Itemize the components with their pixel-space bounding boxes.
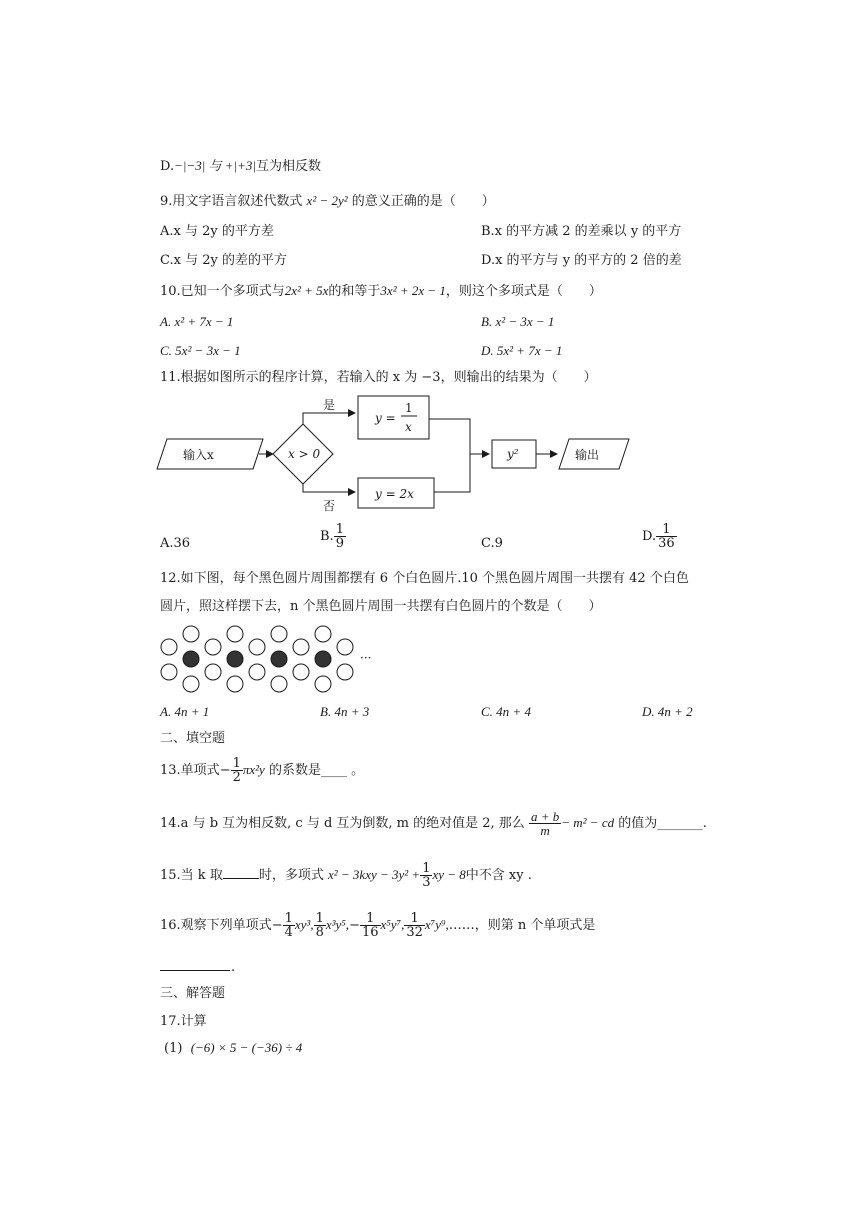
q12-circle-pattern [155, 622, 395, 696]
q14 [160, 810, 707, 837]
q15-answer-blank[interactable] [223, 878, 259, 879]
q10-stem-a: 10.已知一个多项式与 [160, 284, 285, 299]
q13-prefix: 13.单项式 [160, 763, 220, 778]
q11-option-b [320, 523, 346, 550]
white-disc [315, 626, 331, 642]
q14-rest: − m² − cd [561, 815, 615, 830]
q16-t1-sign: − [271, 918, 283, 933]
q15-fraction [420, 862, 432, 889]
white-disc [249, 639, 265, 655]
pattern-ellipsis: ··· [360, 651, 372, 665]
white-disc [293, 664, 309, 680]
white-disc [183, 676, 199, 692]
q12-stem-line1: 12.如下图，每个黑色圆片周围都摆有 6 个白色圆片.10 个黑色圆片周围一共摆有 42 个白色 [160, 571, 689, 586]
flow-output-label: 输出 [575, 448, 600, 462]
white-disc [227, 626, 243, 642]
q16-t2-rest: x³y⁵, [325, 917, 350, 932]
q14-text: 14.a 与 b 互为相反数, c 与 d 互为倒数, m 的绝对值是 2, 那么 [160, 816, 525, 831]
q10-option-d: D. 5x² + 7x − 1 [481, 343, 563, 358]
q14-fraction [529, 810, 561, 837]
q13-sign: − [219, 763, 231, 778]
q8-d-text: 互为相反数 [255, 159, 321, 174]
q16-t3-sign: − [349, 918, 360, 933]
q15-prefix: 15.当 k 取 [160, 868, 223, 883]
white-disc [205, 664, 221, 680]
flow-input-label: 输入x [183, 448, 214, 462]
q14-tail: 的值为_______. [618, 816, 707, 831]
q16-t3-num: 1 [360, 912, 381, 926]
q13-den: 2 [232, 770, 241, 785]
q9-option-a: A.x 与 2y 的平方差 [160, 224, 274, 239]
q9-stem-text: 9.用文字语言叙述代数式 [160, 194, 303, 209]
q9-option-d: D.x 的平方与 y 的平方的 2 倍的差 [481, 253, 682, 268]
q16-t3-den: 16 [361, 925, 379, 940]
q16-period: . [231, 960, 236, 975]
q16-t4-num: 1 [404, 912, 425, 926]
q13 [160, 757, 364, 784]
q17-title: 17.计算 [160, 1014, 207, 1029]
q15-mid: 时，多项式 [258, 868, 324, 883]
q16-prefix: 16.观察下列单项式 [160, 918, 272, 933]
white-disc [337, 639, 353, 655]
q9-stem-tail: 的意义正确的是（ ） [351, 194, 495, 209]
q15 [160, 862, 532, 889]
section-fill-in-heading: 二、填空题 [160, 731, 226, 746]
white-disc [249, 664, 265, 680]
q16-t2-fraction [314, 912, 326, 939]
white-disc [205, 639, 221, 655]
black-disc [315, 651, 331, 667]
q11-d-den: 36 [658, 536, 675, 551]
flow-arrow-no [303, 484, 355, 492]
q16-t1-rest: xy³, [294, 917, 314, 932]
q17-part1-label: (1) [164, 1041, 183, 1056]
white-disc [227, 676, 243, 692]
q16-t2-num: 1 [315, 911, 324, 926]
q16-t3-fraction [360, 912, 381, 939]
q12-option-d: D. 4n + 2 [642, 704, 693, 719]
q17-part1-expr: (−6) × 5 − (−36) ÷ 4 [190, 1040, 303, 1055]
q15-den: 3 [422, 875, 431, 890]
flow-yes-num: 1 [405, 401, 413, 415]
q11-option-a: A.36 [160, 536, 191, 551]
white-disc [161, 639, 177, 655]
flow-square-label: y² [507, 447, 519, 461]
q8-option-d [160, 158, 321, 175]
q11-b-den: 9 [335, 536, 344, 551]
q16-t3-rest: x⁵y⁷, [380, 917, 405, 932]
q14-num: a + b [530, 809, 560, 824]
black-disc [227, 651, 243, 667]
q12-option-b: B. 4n + 3 [320, 704, 370, 719]
q9-option-b: B.x 的平方减 2 的差乘以 y 的平方 [481, 224, 682, 239]
q10-expr2: 3x² + 2x − 1 [380, 283, 446, 298]
flow-yes-label: 是 [323, 398, 336, 412]
q10-expr1: 2x² + 5x [284, 283, 329, 298]
flow-yes-lhs: y = [375, 411, 396, 425]
flow-no-label: 否 [323, 499, 336, 513]
q16-answer-blank[interactable] [160, 958, 230, 971]
q16-t1-num: 1 [284, 911, 293, 926]
white-disc [271, 626, 287, 642]
q10-option-b: B. x² − 3x − 1 [481, 314, 555, 329]
q11-option-d [642, 523, 677, 550]
q12-stem-line2: 圆片，照这样摆下去，n 个黑色圆片周围一共摆有白色圆片的个数是（ ） [160, 599, 602, 614]
q8-d-expr: −|−3| 与 +|+3| [174, 158, 256, 173]
white-disc [315, 676, 331, 692]
q11-stem: 11.根据如图所示的程序计算，若输入的 x 为 −3，则输出的结果为（ ） [160, 370, 597, 385]
q11-d-fraction [656, 523, 677, 550]
white-disc [337, 664, 353, 680]
q11-b-num: 1 [335, 522, 344, 537]
flow-merge-line [429, 419, 470, 492]
q16-t1-den: 4 [284, 925, 293, 940]
q13-fraction [231, 757, 243, 784]
q13-num: 1 [232, 756, 241, 771]
q16-tail: ……，则第 n 个单项式是 [448, 918, 596, 933]
q15-expr-a: x² − 3kxy − 3y² + [327, 867, 421, 882]
q11-option-c: C.9 [481, 536, 503, 551]
q16 [160, 912, 595, 939]
q16-t4-rest: x⁷y⁹, [424, 917, 449, 932]
q9-stem [160, 193, 495, 210]
q16-t2-den: 8 [315, 925, 324, 940]
q12-option-c: C. 4n + 4 [481, 704, 531, 719]
q16-t4-den: 32 [406, 925, 423, 940]
q10-option-c: C. 5x² − 3x − 1 [160, 343, 241, 358]
q11-b-fraction [334, 523, 346, 550]
black-disc [271, 651, 287, 667]
q10-option-a: A. x² + 7x − 1 [160, 314, 234, 329]
flow-no-label-text: y = 2x [375, 487, 414, 501]
q9-expr: x² − 2y² [306, 193, 348, 208]
section-solve-heading: 三、解答题 [160, 986, 226, 1001]
q15-tail: 中不含 xy . [465, 868, 532, 883]
q11-d-prefix: D. [642, 529, 657, 544]
q11-flowchart [155, 392, 635, 520]
white-disc [293, 639, 309, 655]
q11-b-prefix: B. [320, 529, 334, 544]
q10-stem [160, 283, 602, 300]
q13-tail: 的系数是____ 。 [268, 763, 365, 778]
q10-stem-c: ，则这个多项式是（ ） [445, 284, 602, 299]
black-disc [183, 651, 199, 667]
q13-rest: πx²y [242, 762, 265, 777]
q8-d-prefix: D. [160, 159, 175, 174]
q14-den: m [540, 823, 550, 838]
q17-part1 [164, 1040, 302, 1057]
q11-d-num: 1 [656, 523, 677, 537]
q15-num: 1 [422, 861, 431, 876]
flow-condition-label: x > 0 [288, 447, 321, 461]
q16-t1-fraction [283, 912, 295, 939]
q10-stem-b: 的和等于 [328, 284, 381, 299]
q12-option-a: A. 4n + 1 [160, 704, 210, 719]
white-disc [183, 626, 199, 642]
q16-t4-fraction [404, 912, 425, 939]
white-disc [271, 676, 287, 692]
q9-option-c: C.x 与 2y 的差的平方 [160, 253, 287, 268]
q15-expr-b: xy − 8 [432, 867, 466, 882]
flow-yes-den: x [405, 420, 412, 434]
flow-arrow-yes [303, 413, 355, 424]
white-disc [161, 664, 177, 680]
